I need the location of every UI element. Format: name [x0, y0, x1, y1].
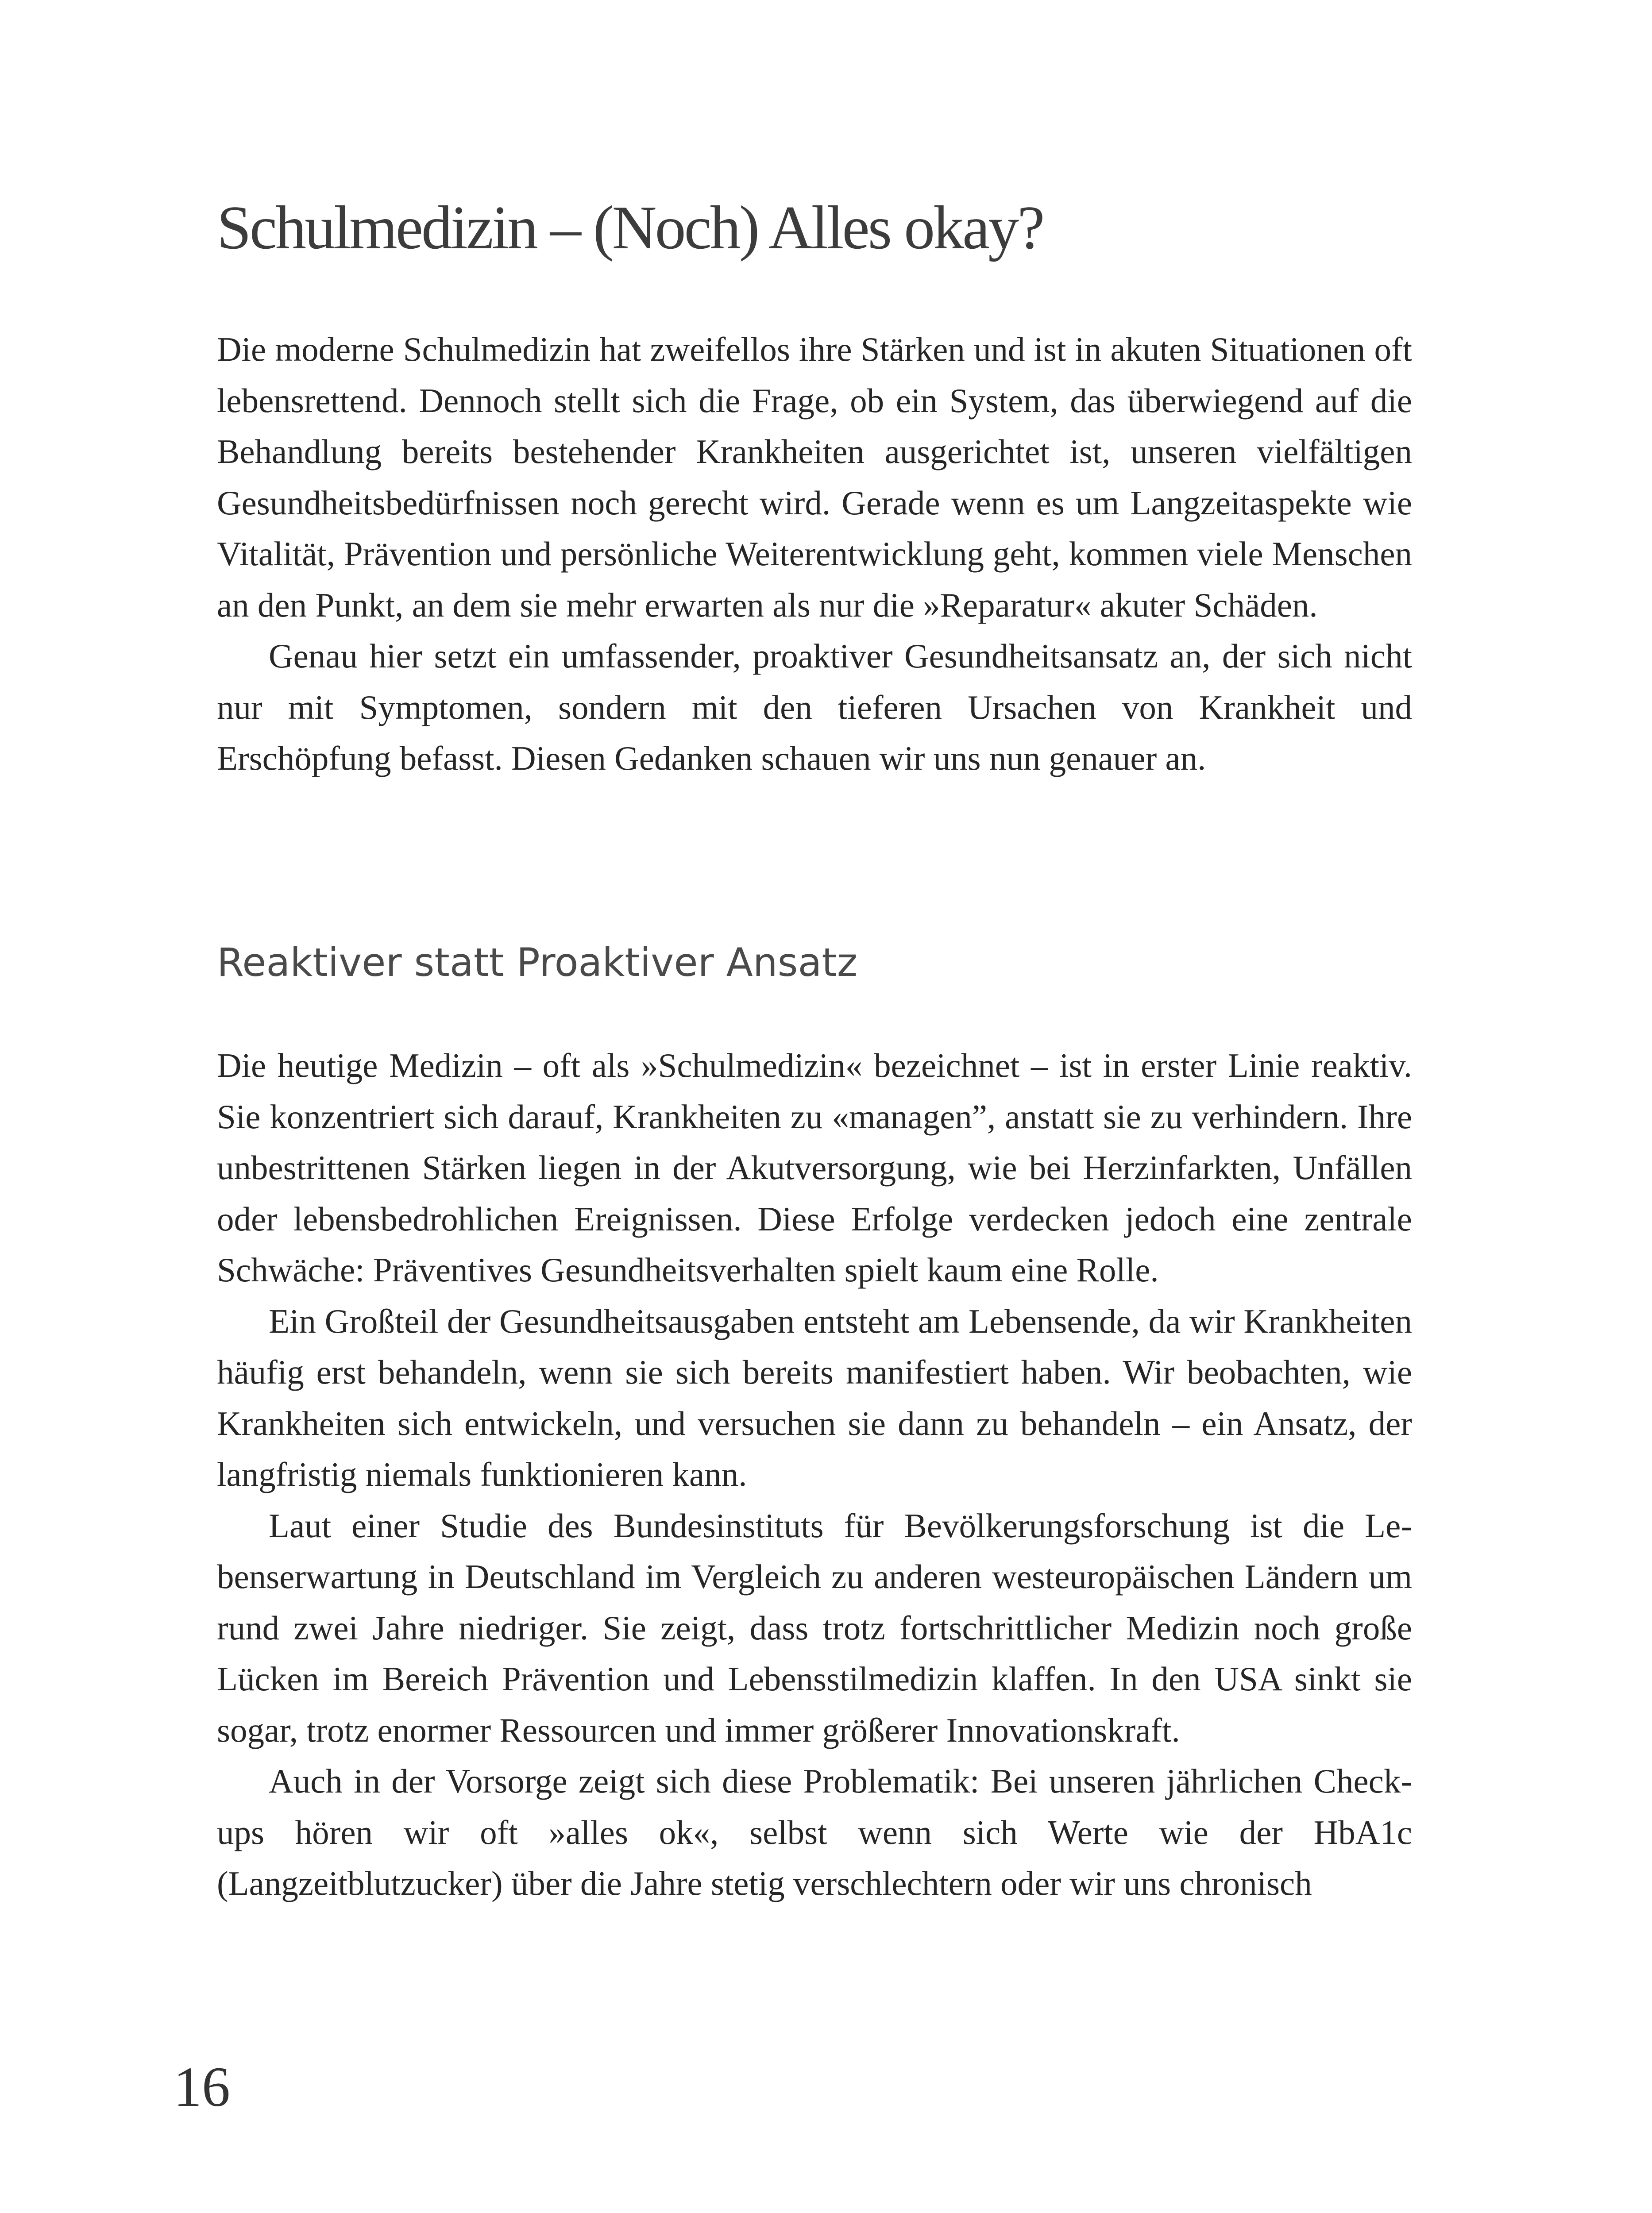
paragraph: Laut einer Studie des Bundesinstituts für Bevölkerungsforschung ist die Lebenserwartung in Deutschland im Vergleich zu anderen westeuropäischen Ländern um rund zwei Jahre niedriger. Sie zeigt, dass trotz fortschrittlicher Medizin noch große Lücken im Bereich Prävention und Lebensstilmedizin klaffen. In den USA sinkt sie sogar, trotz enormer Ressourcen und immer größerer Innovationskraft.	[217, 1506, 1412, 1749]
paragraph: Auch in der Vorsorge zeigt sich diese Problematik: Bei unseren jährlichen Check-ups hören wir oft »alles ok«, selbst wenn sich Werte wie der HbA1c (Langzeitblutzucker) über die Jahre stetig verschlechtern oder wir uns chronisch	[217, 1762, 1412, 1902]
section-text-block	[217, 1040, 1412, 1909]
paragraph: Die moderne Schulmedizin hat zweifellos ihre Stärken und ist in akuten Situationen oft lebensrettend. Dennoch stellt sich die Frage, ob ein System, das überwiegend auf die Behandlung bereits bestehender Krankheiten ausgerichtet ist, unseren vielfältigen Gesundheitsbedürfnissen noch gerecht wird. Gerade wenn es um Langzeitaspekte wie Vitalität, Prävention und persönliche Weiterentwicklung geht, kommen viele Menschen an den Punkt, an dem sie mehr erwarten als nur die »Reparatur« akuter Schäden.	[217, 330, 1412, 624]
paragraph: Die heutige Medizin – oft als »Schulmedizin« bezeichnet – ist in erster Linie reaktiv. Sie konzentriert sich darauf, Krankheiten zu «managen”, anstatt sie zu verhindern. Ihre unbestrittenen Stärken liegen in der Akutversorgung, wie bei Herzinfarkten, Unfällen oder lebensbedrohlichen Ereignissen. Diese Erfolge verdecken jedoch eine zentrale Schwäche: Präventives Gesundheitsverhalten spielt kaum eine Rolle.	[217, 1046, 1412, 1289]
intro-text-block	[217, 324, 1412, 784]
chapter-title: Schulmedizin – (Noch) Alles okay?	[217, 193, 1043, 262]
paragraph: Genau hier setzt ein umfassender, proaktiver Gesundheitsansatz an, der sich nicht nur mit Symptomen, sondern mit den tieferen Ursachen von Krankheit und Erschöpfung befasst. Diesen Gedanken schauen wir uns nun genauer an.	[217, 637, 1412, 777]
page-number: 16	[174, 2055, 230, 2118]
paragraph: Ein Großteil der Gesundheitsausgaben entsteht am Lebensende, da wir Krankheiten häufig erst behandeln, wenn sie sich bereits manifestiert haben. Wir beobachten, wie Krankheiten sich entwickeln, und versuchen sie dann zu behandeln – ein Ansatz, der langfristig niemals funktionieren kann.	[217, 1302, 1412, 1493]
section-heading: Reaktiver statt Proaktiver Ansatz	[217, 940, 858, 985]
